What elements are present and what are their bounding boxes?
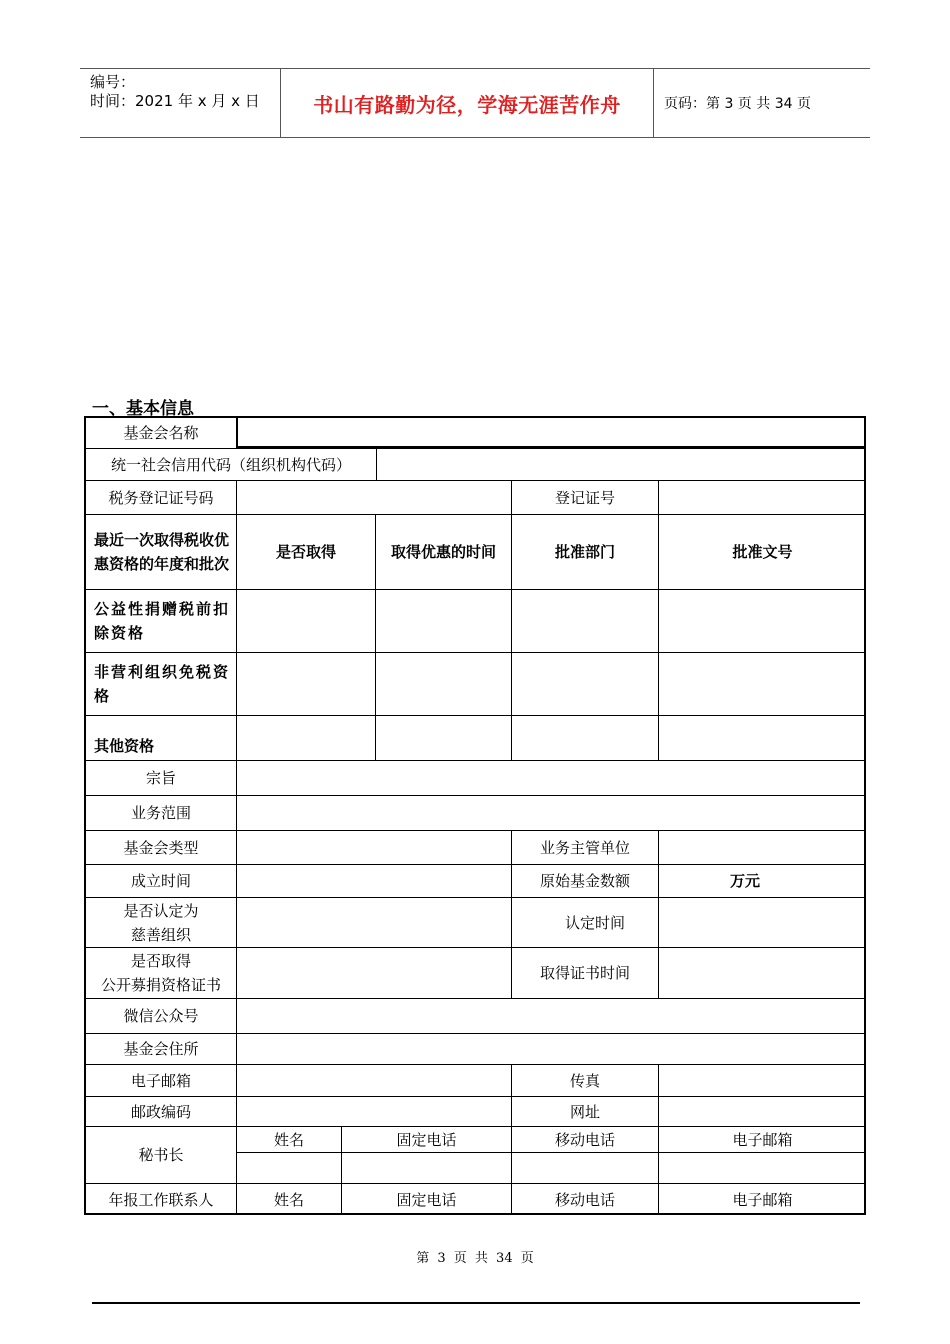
credit-code-field[interactable] <box>376 448 866 480</box>
page-header <box>80 68 870 138</box>
founding-time-label: 成立时间 <box>85 864 236 897</box>
reg-cert-field[interactable] <box>658 480 866 514</box>
website-label: 网址 <box>511 1096 658 1126</box>
public-fund-line2: 公开募捐资格证书 <box>100 976 221 994</box>
cert-time-field[interactable] <box>658 947 866 998</box>
foundation-name-label: 基金会名称 <box>85 417 236 448</box>
is-charity-field[interactable] <box>236 897 511 947</box>
credit-code-label: 统一社会信用代码（组织机构代码） <box>85 448 376 480</box>
foundation-type-field[interactable] <box>236 830 511 864</box>
sg-email-field[interactable] <box>658 1152 866 1183</box>
foundation-type-label: 基金会类型 <box>85 830 236 864</box>
footer-divider <box>92 1302 860 1304</box>
recognition-time-label: 认定时间 <box>511 897 658 947</box>
basic-info-table <box>84 416 866 1215</box>
original-fund-field[interactable] <box>658 864 866 897</box>
report-contact-label: 年报工作联系人 <box>85 1183 236 1215</box>
address-field[interactable] <box>236 1033 866 1064</box>
supervisor-field[interactable] <box>658 830 866 864</box>
sg-name-field[interactable] <box>236 1152 341 1183</box>
sg-email-header: 电子邮箱 <box>658 1126 866 1152</box>
email-label: 电子邮箱 <box>85 1064 236 1096</box>
sg-name-header: 姓名 <box>236 1126 341 1152</box>
approval-dept-header: 批准部门 <box>511 514 658 589</box>
public-fund-field[interactable] <box>236 947 511 998</box>
tax-reg-field[interactable] <box>236 480 511 514</box>
sg-mobile-field[interactable] <box>511 1152 658 1183</box>
pref-time-header: 取得优惠的时间 <box>375 514 511 589</box>
page-footer: 第 3 页 共 34 页 <box>416 1251 534 1266</box>
donation-time-field[interactable] <box>375 589 511 652</box>
donation-obtained-field[interactable] <box>236 589 375 652</box>
serial-label: 编号： <box>90 73 136 91</box>
rc-landline-header: 固定电话 <box>341 1183 511 1215</box>
nonprofit-dept-field[interactable] <box>511 652 658 715</box>
fax-label: 传真 <box>511 1064 658 1096</box>
fax-field[interactable] <box>658 1064 866 1096</box>
donation-pretax-label: 公益性捐赠税前扣除资格 <box>85 589 236 652</box>
header-page-cell <box>654 69 870 137</box>
nonprofit-exempt-label: 非营利组织免税资格 <box>85 652 236 715</box>
is-charity-line1: 是否认定为 <box>123 901 199 920</box>
sg-landline-field[interactable] <box>341 1152 511 1183</box>
supervisor-label: 业务主管单位 <box>511 830 658 864</box>
other-qual-label: 其他资格 <box>85 715 236 760</box>
address-label: 基金会住所 <box>85 1033 236 1064</box>
time-label: 时间：2021 年 x 月 x 日 <box>90 92 260 110</box>
latest-tax-pref-label: 最近一次取得税收优惠资格的年度和批次 <box>85 514 236 589</box>
other-dept-field[interactable] <box>511 715 658 760</box>
business-scope-label: 业务范围 <box>85 795 236 830</box>
rc-email-header: 电子邮箱 <box>658 1183 866 1215</box>
wechat-field[interactable] <box>236 998 866 1033</box>
public-fund-line1: 是否取得 <box>130 952 191 970</box>
cert-time-label: 取得证书时间 <box>511 947 658 998</box>
nonprofit-time-field[interactable] <box>375 652 511 715</box>
postal-code-field[interactable] <box>236 1096 511 1126</box>
sg-landline-header: 固定电话 <box>341 1126 511 1152</box>
foundation-name-field[interactable] <box>236 417 866 448</box>
recognition-time-field[interactable] <box>658 897 866 947</box>
page-info: 页码：第 3 页 共 34 页 <box>664 96 811 112</box>
purpose-label: 宗旨 <box>85 760 236 795</box>
secretary-general-label: 秘书长 <box>85 1126 236 1183</box>
nonprofit-doc-field[interactable] <box>658 652 866 715</box>
is-charity-line2: 慈善组织 <box>130 925 191 944</box>
business-scope-field[interactable] <box>236 795 866 830</box>
email-field[interactable] <box>236 1064 511 1096</box>
header-motto-cell <box>281 69 654 137</box>
motto: 书山有路勤为径，学海无涯苦作舟 <box>313 92 621 117</box>
other-time-field[interactable] <box>375 715 511 760</box>
postal-code-label: 邮政编码 <box>85 1096 236 1126</box>
sg-mobile-header: 移动电话 <box>511 1126 658 1152</box>
website-field[interactable] <box>658 1096 866 1126</box>
purpose-field[interactable] <box>236 760 866 795</box>
public-fund-label <box>85 947 236 998</box>
approval-doc-header: 批准文号 <box>658 514 866 589</box>
original-fund-label: 原始基金数额 <box>511 864 658 897</box>
other-doc-field[interactable] <box>658 715 866 760</box>
tax-reg-label: 税务登记证号码 <box>85 480 236 514</box>
section-title: 一、基本信息 <box>92 399 194 419</box>
wechat-label: 微信公众号 <box>85 998 236 1033</box>
obtained-header: 是否取得 <box>236 514 375 589</box>
donation-doc-field[interactable] <box>658 589 866 652</box>
rc-name-header: 姓名 <box>236 1183 341 1215</box>
header-info-cell <box>80 69 281 137</box>
is-charity-label <box>85 897 236 947</box>
rc-mobile-header: 移动电话 <box>511 1183 658 1215</box>
donation-dept-field[interactable] <box>511 589 658 652</box>
nonprofit-obtained-field[interactable] <box>236 652 375 715</box>
reg-cert-label: 登记证号 <box>511 480 658 514</box>
other-obtained-field[interactable] <box>236 715 375 760</box>
fund-unit: 万元 <box>730 872 761 890</box>
founding-time-field[interactable] <box>236 864 511 897</box>
